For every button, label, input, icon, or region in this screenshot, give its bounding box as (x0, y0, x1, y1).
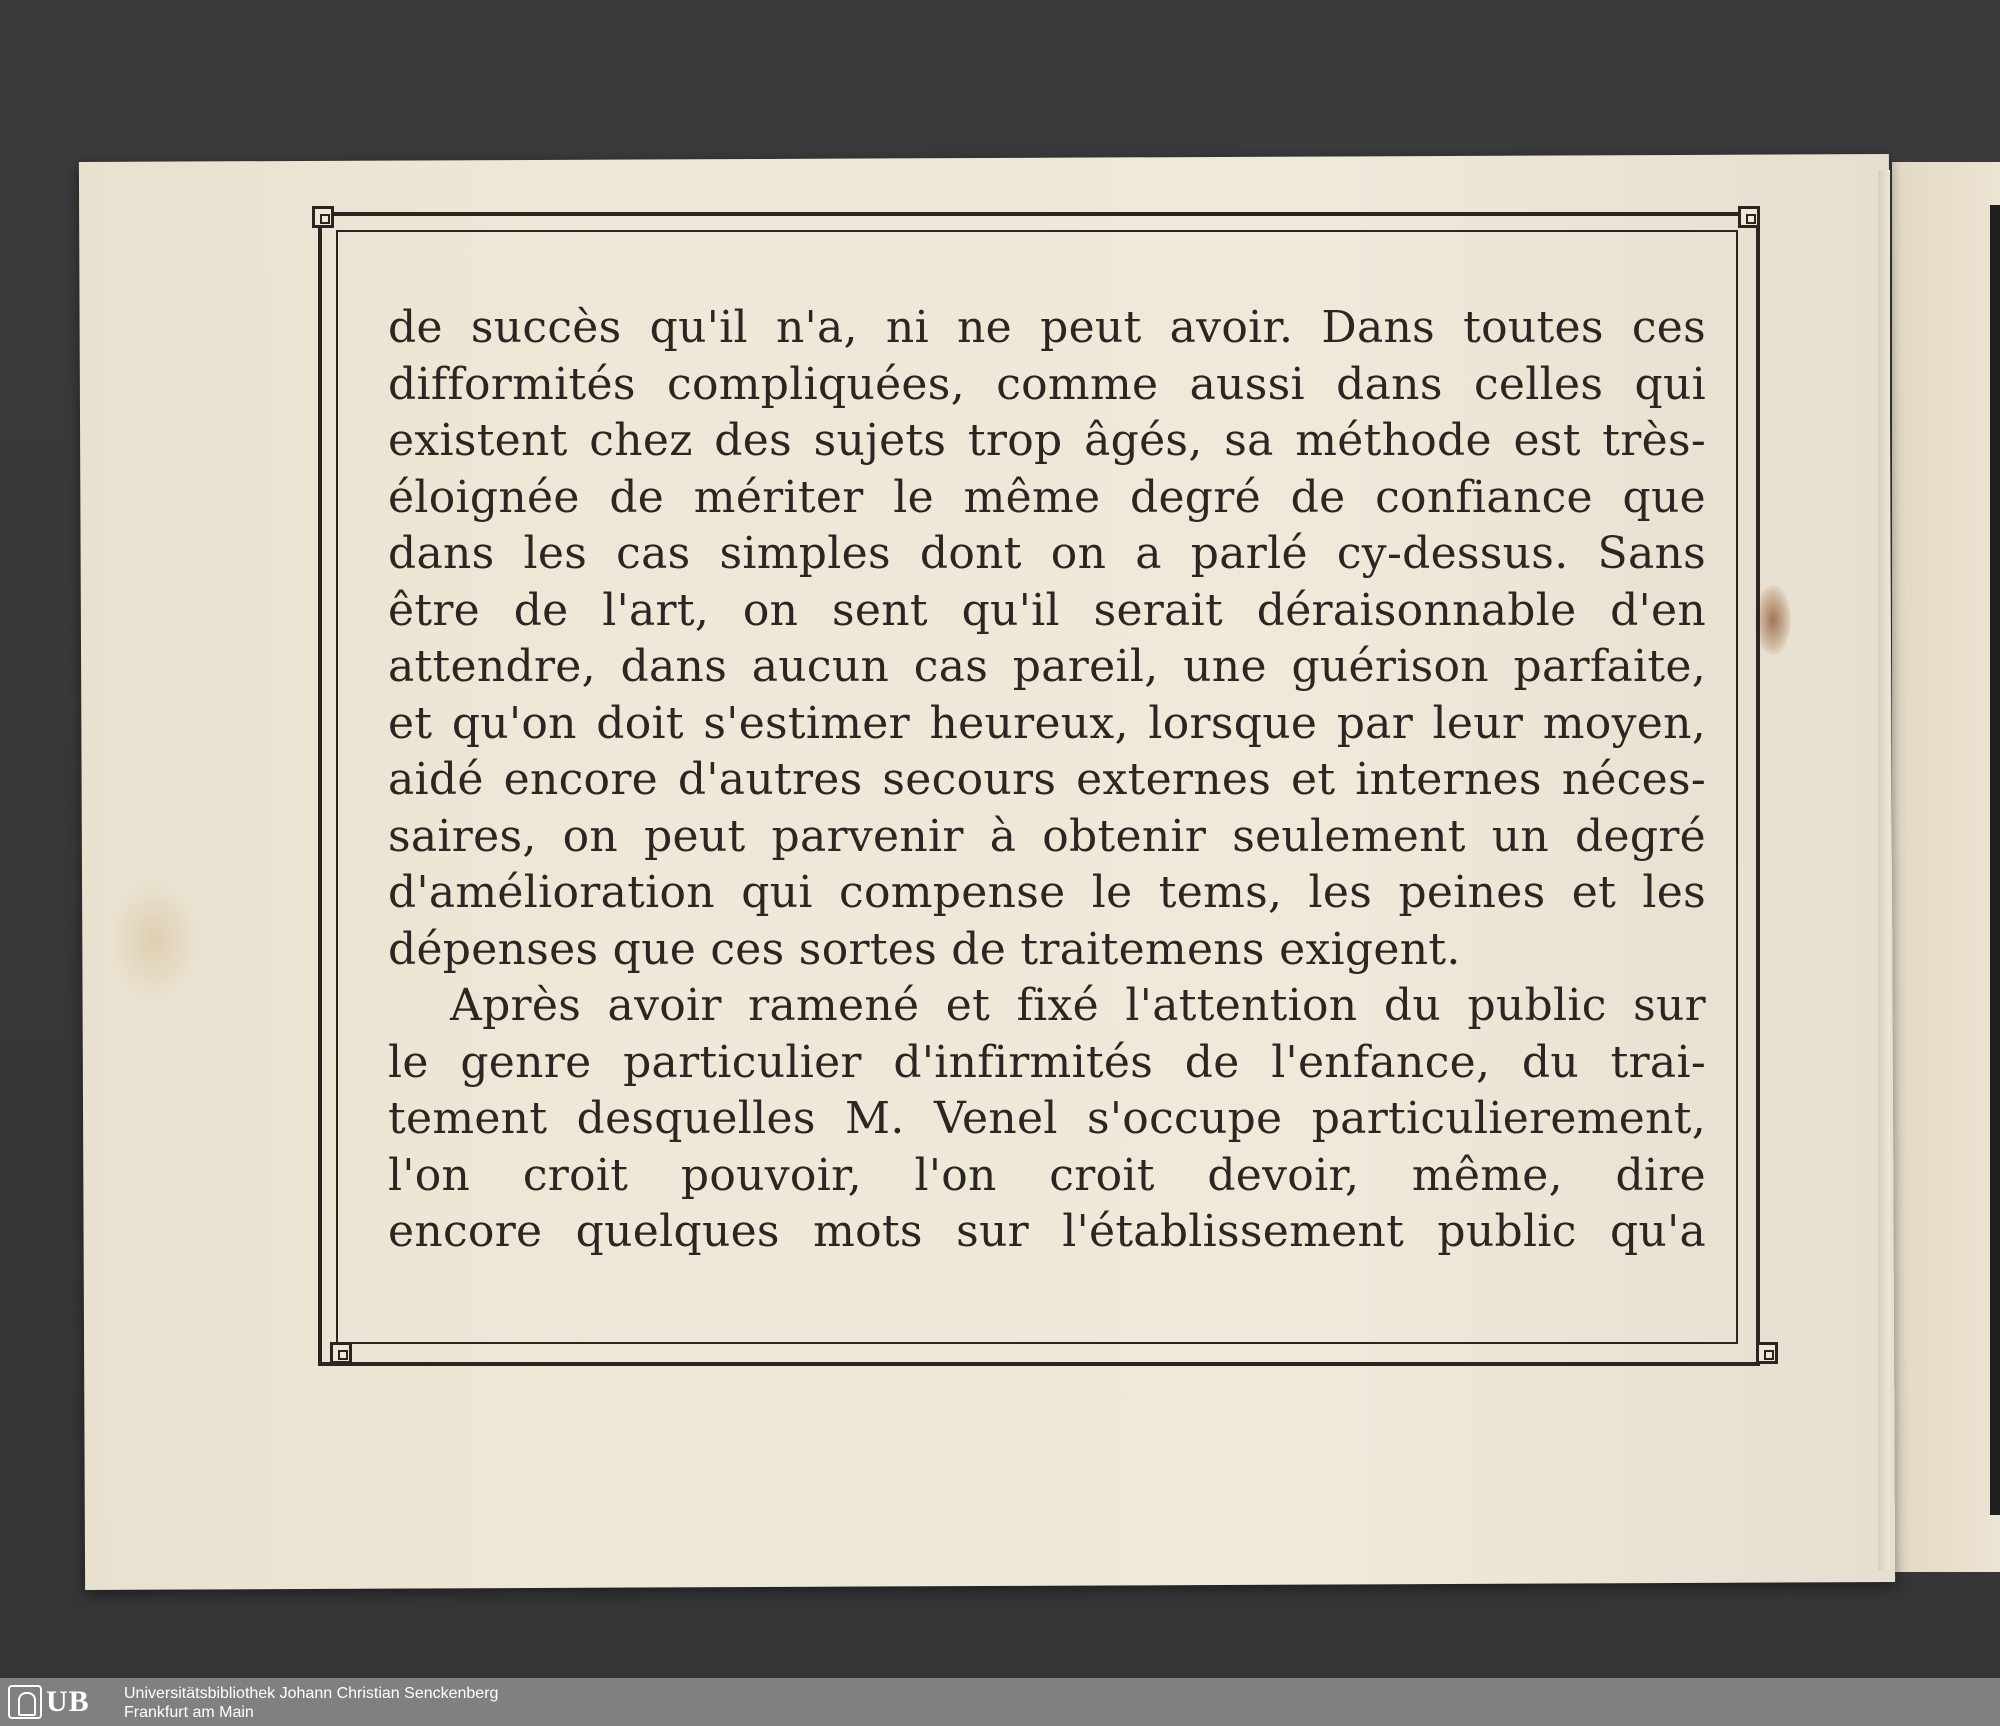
text-line: attendre, dans aucun cas pareil, une guérison parfaite, (388, 641, 1706, 692)
text-line: l'on croit pouvoir, l'on croit devoir, même, dire (388, 1149, 1706, 1201)
library-emblem-icon (8, 1685, 42, 1719)
frame-corner-ornament-icon (330, 1342, 352, 1364)
text-line: aidé encore d'autres secours externes et internes néces- (388, 754, 1706, 805)
text-line: Après avoir ramené et fixé l'attention du public sur (450, 980, 1706, 1031)
ub-logo-text: UB (46, 1685, 90, 1718)
foxing-stain (1755, 585, 1791, 655)
text-line: éloignée de mériter le même degré de confiance que (388, 471, 1706, 523)
frame-corner-ornament-icon (312, 206, 334, 228)
text-line: tement desquelles M. Venel s'occupe particulierement, (388, 1093, 1706, 1144)
frame-corner-ornament-icon (1756, 1342, 1778, 1364)
library-footer-bar (0, 1678, 2000, 1726)
page-gutter (1878, 170, 1890, 1570)
text-line: difformités compliquées, comme aussi dans celles qui (388, 358, 1706, 410)
text-line: dans les cas simples dont on a parlé cy-dessus. Sans (388, 528, 1706, 579)
text-line: dépenses que ces sortes de traitemens exigent. (388, 923, 1461, 975)
text-line: encore quelques mots sur l'établissement public qu'a (388, 1206, 1706, 1257)
text-line: être de l'art, on sent qu'il serait déraisonnable d'en (388, 584, 1706, 636)
page-body-text (388, 300, 1706, 1261)
library-name-line2: Frankfurt am Main (124, 1704, 254, 1721)
text-line: d'amélioration qui compense le tems, les peines et les (388, 867, 1706, 918)
text-line: de succès qu'il n'a, ni ne peut avoir. Dans toutes ces (388, 302, 1706, 353)
library-name (124, 1684, 498, 1722)
text-line: et qu'on doit s'estimer heureux, lorsque par leur moyen, (388, 697, 1706, 749)
ub-logo[interactable] (8, 1683, 118, 1721)
frame-corner-ornament-icon (1738, 206, 1760, 228)
facing-page (1892, 162, 2000, 1572)
facing-page-edge (1990, 205, 2000, 1515)
paper-discoloration (110, 880, 200, 1000)
text-line: saires, on peut parvenir à obtenir seulement un degré (388, 810, 1706, 862)
text-line: le genre particulier d'infirmités de l'enfance, du trai- (388, 1036, 1706, 1088)
library-name-line1: Universitätsbibliothek Johann Christian Senckenberg (124, 1685, 499, 1702)
text-line: existent chez des sujets trop âgés, sa méthode est très- (388, 415, 1706, 466)
